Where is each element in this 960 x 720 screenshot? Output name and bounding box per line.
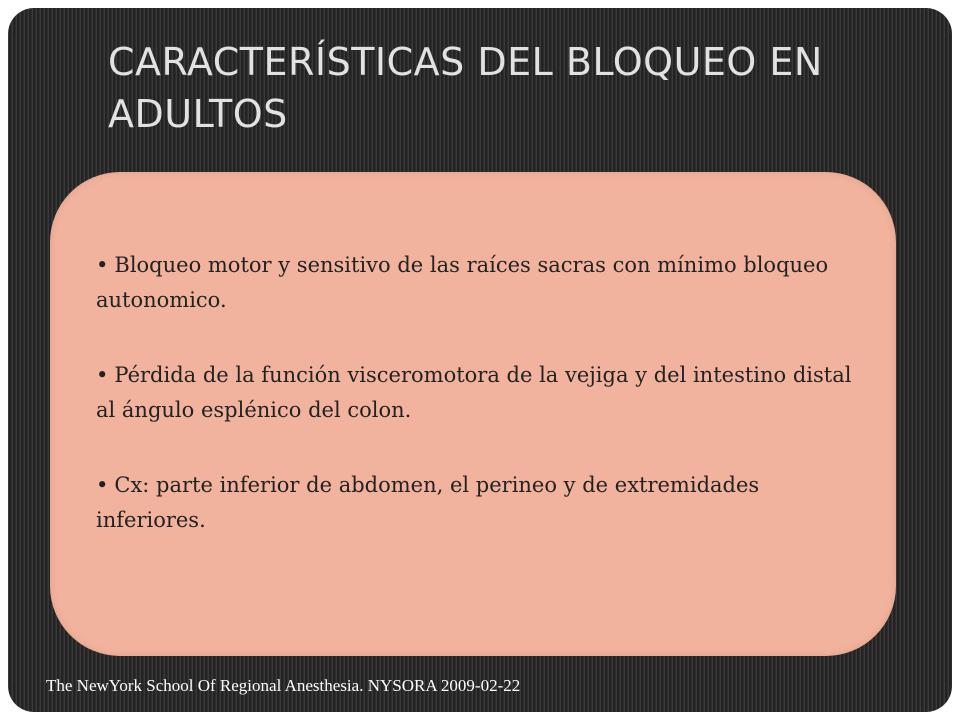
slide-title: CARACTERÍSTICAS DEL BLOQUEO EN ADULTOS xyxy=(108,40,823,136)
bullet-list xyxy=(96,248,866,578)
bullet-text: Cx: parte inferior de abdomen, el perineo y de extremidades inferiores. xyxy=(96,473,760,532)
bullet-item xyxy=(96,248,866,318)
bullet-item xyxy=(96,358,866,428)
bullet-icon: • xyxy=(96,363,109,387)
slide xyxy=(8,8,952,712)
content-box xyxy=(50,172,896,656)
bullet-text: Pérdida de la función visceromotora de la vejiga y del intestino distal al ángulo esplénico del colon. xyxy=(96,363,852,422)
bullet-icon: • xyxy=(96,473,109,497)
footer-citation: The NewYork School Of Regional Anesthesia. NYSORA 2009-02-22 xyxy=(46,676,521,695)
bullet-icon: • xyxy=(96,253,109,277)
bullet-item xyxy=(96,468,866,538)
bullet-text: Bloqueo motor y sensitivo de las raíces sacras con mínimo bloqueo autonomico. xyxy=(96,253,829,312)
